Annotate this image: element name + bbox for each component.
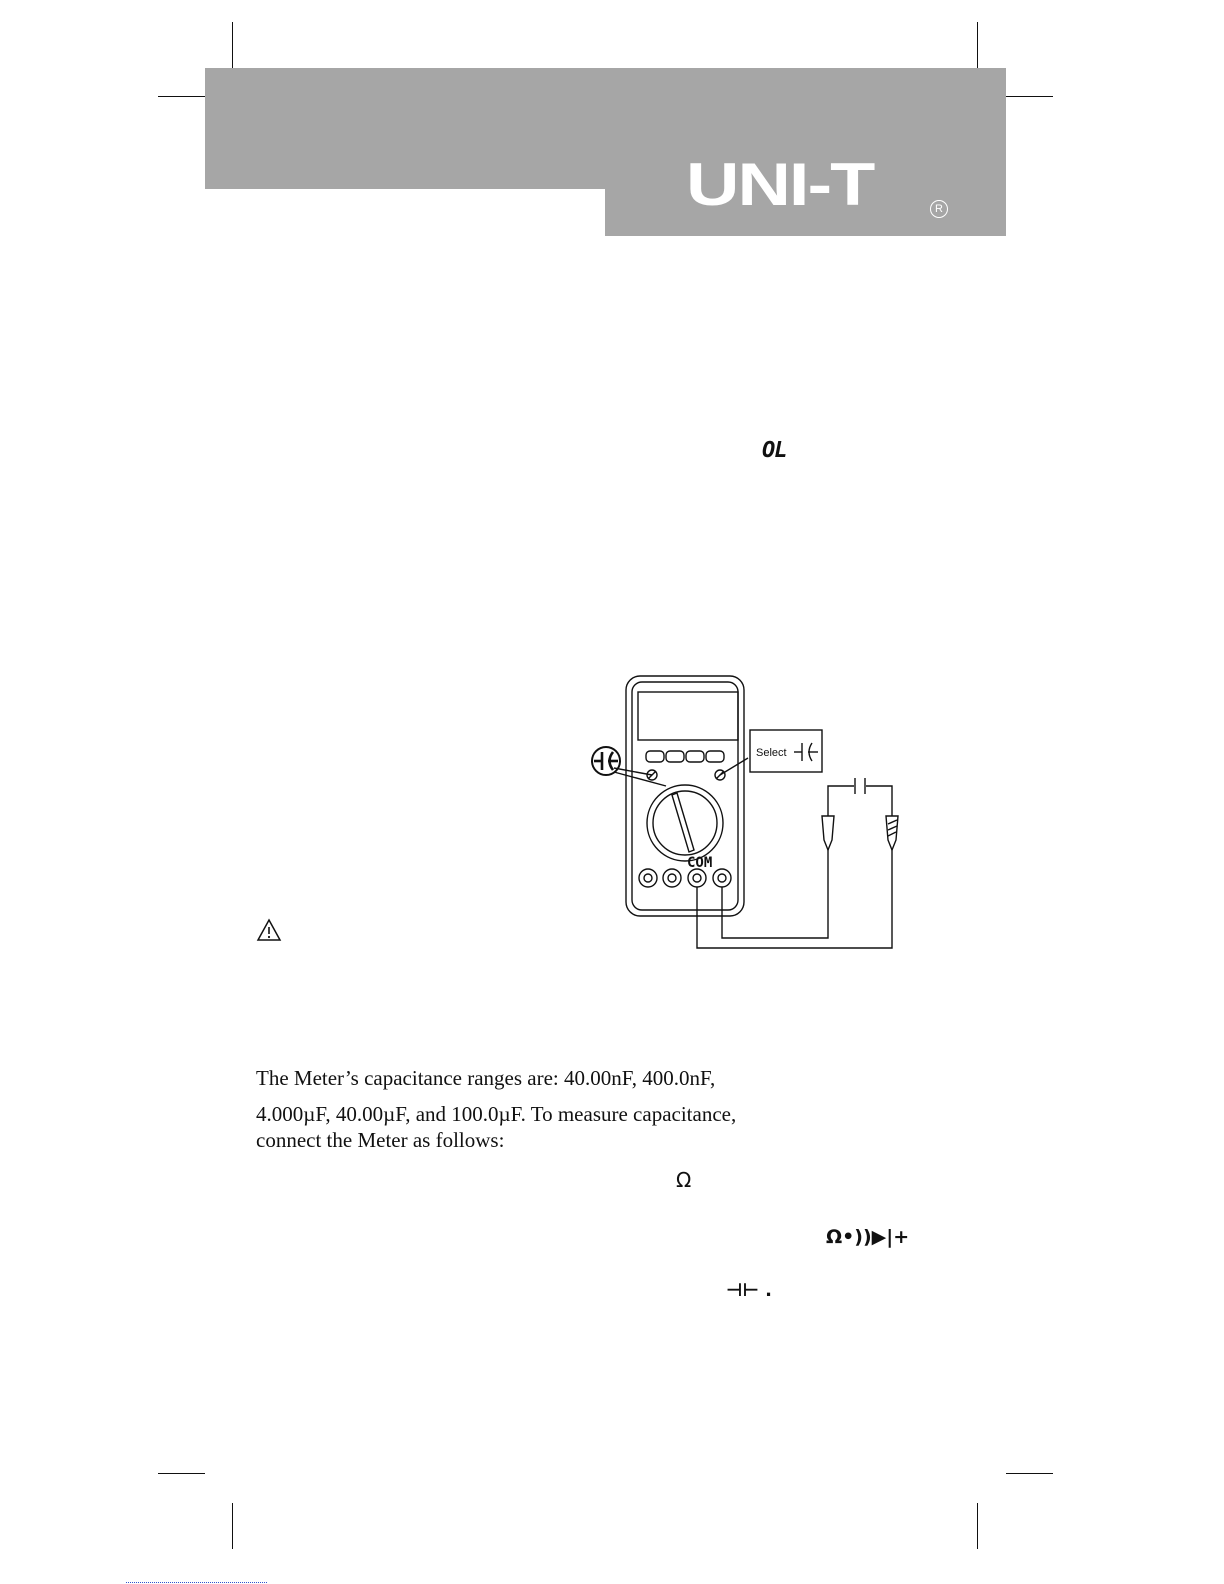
meter-button-1 (646, 751, 664, 762)
overload-reading: OL (762, 438, 787, 463)
registered-mark: R (930, 200, 948, 218)
ohm-symbol: Ω (676, 1168, 692, 1192)
rotary-dial-pointer (672, 793, 694, 852)
com-label: COM (687, 855, 713, 871)
meter-body (626, 676, 744, 916)
crop-mark-top-right-vertical (977, 22, 978, 68)
paragraph-line-3: connect the Meter as follows: (256, 1128, 505, 1152)
rotary-dial-inner (653, 791, 717, 855)
capacitor-select-icon (794, 743, 818, 761)
meter-button-4 (706, 751, 724, 762)
function-symbol-row: Ω•))▶|+ (826, 1226, 910, 1248)
alligator-clip-red (822, 816, 834, 850)
meter-inner-frame (632, 682, 738, 910)
crop-mark-bottom-left-vertical (232, 1503, 233, 1549)
meter-button-2 (666, 751, 684, 762)
capacitor-icon (594, 752, 618, 770)
crop-mark-top-right-horizontal (1006, 96, 1053, 97)
brand-logo: UNI-T (686, 150, 874, 219)
crop-mark-bottom-right-horizontal (1006, 1473, 1053, 1474)
meter-connection-figure (586, 668, 916, 958)
select-label: Select (756, 747, 787, 759)
paragraph-line-2: 4.000µF, 40.00µF, and 100.0µF. To measure capacitance, (256, 1102, 737, 1126)
crop-mark-bottom-right-vertical (977, 1503, 978, 1549)
jack-2 (663, 869, 681, 887)
rotary-dial-outer (647, 785, 723, 861)
warning-icon (256, 918, 282, 942)
jack-4 (713, 869, 731, 887)
crop-mark-bottom-left-horizontal (158, 1473, 205, 1474)
capacitance-mark: ⊣⊢ . (726, 1280, 773, 1301)
jack-1 (639, 869, 657, 887)
meter-display (638, 692, 738, 740)
crop-mark-top-left-vertical (232, 22, 233, 68)
test-lead-black (697, 848, 892, 948)
meter-button-3 (686, 751, 704, 762)
crop-mark-top-left-horizontal (158, 96, 205, 97)
capacitor-wire (828, 786, 854, 816)
jack-com (688, 869, 706, 887)
paragraph-line-1: The Meter’s capacitance ranges are: 40.00nF, 400.0nF, (256, 1066, 716, 1090)
